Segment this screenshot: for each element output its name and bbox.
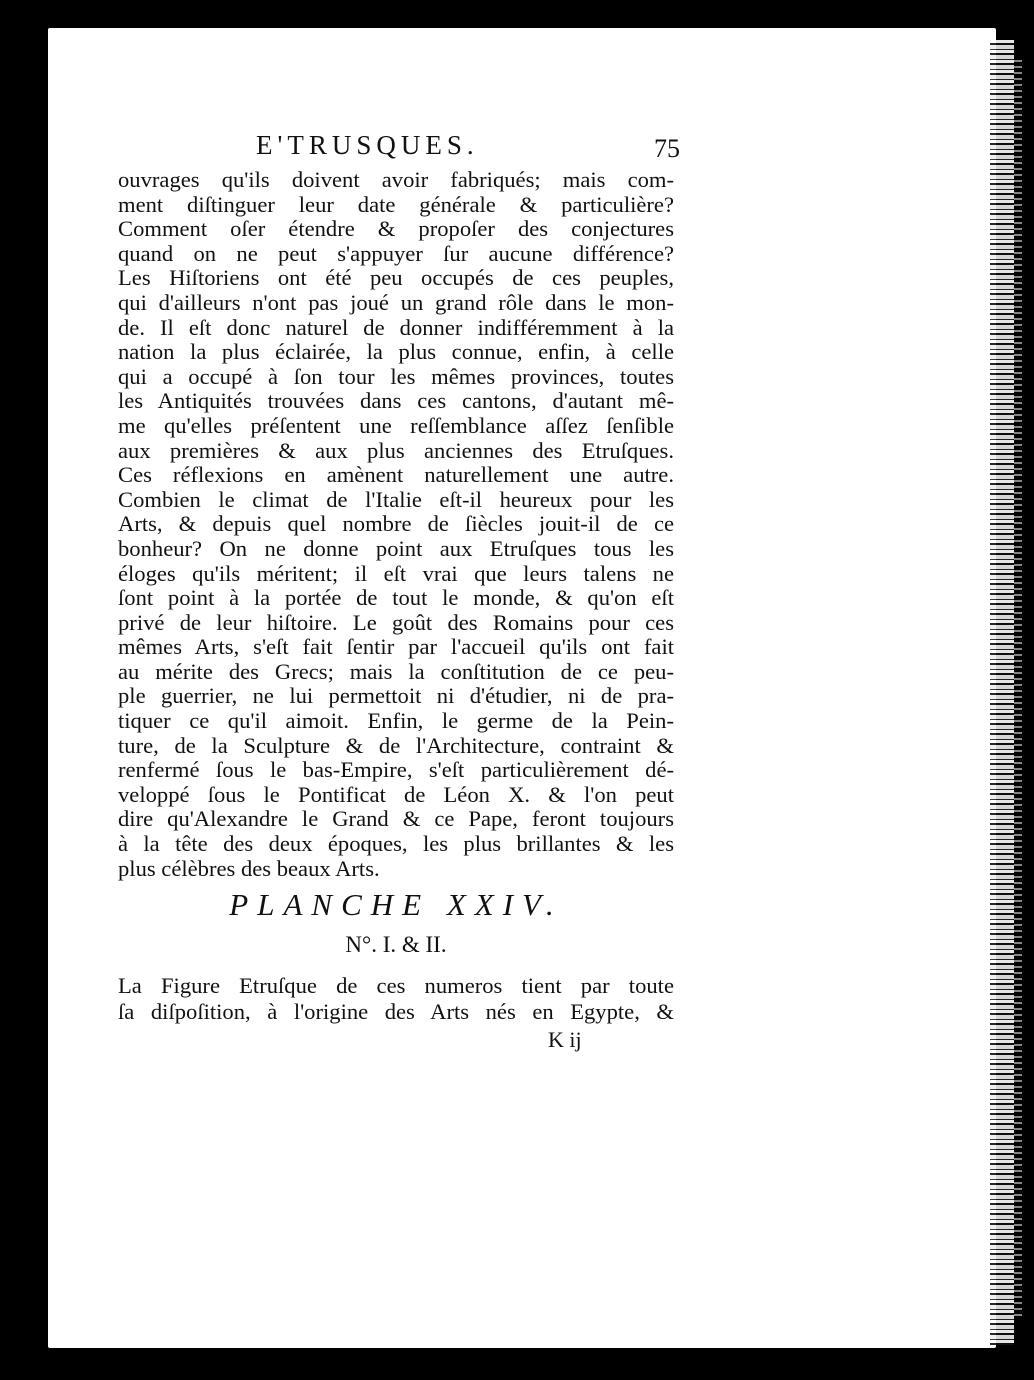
text-line: ment diſtinguer leur date générale & particulière? [118,191,674,217]
text-line: me qu'elles préſentent une reſſemblance aſſez ſenſible [118,412,674,438]
text-line: mêmes Arts, s'eſt fait ſentir par l'accueil qu'ils ont fait [118,634,674,660]
text-line: ſa diſpoſition, à l'origine des Arts nés en Egypte, & [118,999,674,1024]
text-line: Ces réflexions en amènent naturellement une autre. [118,462,674,488]
text-line: privé de leur hiſtoire. Le goût des Romains pour ces [118,609,674,635]
text-line: ture, de la Sculpture & de l'Architecture, contraint & [118,732,674,758]
page-edge-right [1014,60,1022,1320]
text-line: Combien le climat de l'Italie eſt-il heureux pour les [118,486,674,512]
page-number: 75 [654,134,680,163]
text-line: bonheur? On ne donne point aux Etruſques tous les [118,535,674,561]
text-line: les Antiquités trouvées dans ces cantons, d'autant mê- [118,388,674,414]
text-line: ſont point à la portée de tout le monde, & qu'on eſt [118,585,674,611]
plate-subtitle: N°. I. & II. [345,932,447,957]
running-head: E'TRUSQUES. [256,130,479,160]
catchword: K ij [548,1027,582,1052]
text-line: renfermé ſous le bas-Empire, s'eſt particulièrement dé- [118,757,674,783]
text-line: tiquer ce qu'il aimoit. Enfin, le germe de la Pein- [118,708,674,734]
page-edge-left [990,40,1014,1345]
text-line: La Figure Etruſque de ces numeros tient par toute [118,973,674,998]
plate-title: PLANCHE XXIV. [229,887,563,922]
second-paragraph [118,973,674,1025]
text-line: Les Hiſtoriens ont été peu occupés de ces peuples, [118,265,674,291]
text-line: ple guerrier, ne lui permettoit ni d'étudier, ni de pra- [118,683,674,709]
text-line: aux premières & aux plus anciennes des Etruſques. [118,437,674,463]
text-line: à la tête des deux époques, les plus brillantes & les [118,831,674,857]
text-line: Arts, & depuis quel nombre de ſiècles jouit-il de ce [118,511,674,537]
text-line: nation la plus éclairée, la plus connue, enfin, à celle [118,339,674,365]
text-line: de. Il eſt donc naturel de donner indifféremment à la [118,314,674,340]
text-line: éloges qu'ils méritent; il eſt vrai que leurs talens ne [118,560,674,586]
text-line: quand on ne peut s'appuyer ſur aucune différence? [118,240,674,266]
text-line: qui d'ailleurs n'ont pas joué un grand rôle dans le mon- [118,289,674,315]
text-line: plus célèbres des beaux Arts. [118,855,380,881]
text-line: ouvrages qu'ils doivent avoir fabriqués; mais com- [118,167,674,192]
body-paragraph [118,168,674,881]
text-line: qui a occupé à ſon tour les mêmes provinces, toutes [118,363,674,389]
page-header [120,130,680,170]
text-line: veloppé ſous le Pontificat de Léon X. & l'on peut [118,781,674,807]
text-line: au mérite des Grecs; mais la conſtitution de ce peu- [118,658,674,684]
text-line: dire qu'Alexandre le Grand & ce Pape, feront toujours [118,806,674,832]
text-line: Comment oſer étendre & propoſer des conjectures [118,216,674,242]
